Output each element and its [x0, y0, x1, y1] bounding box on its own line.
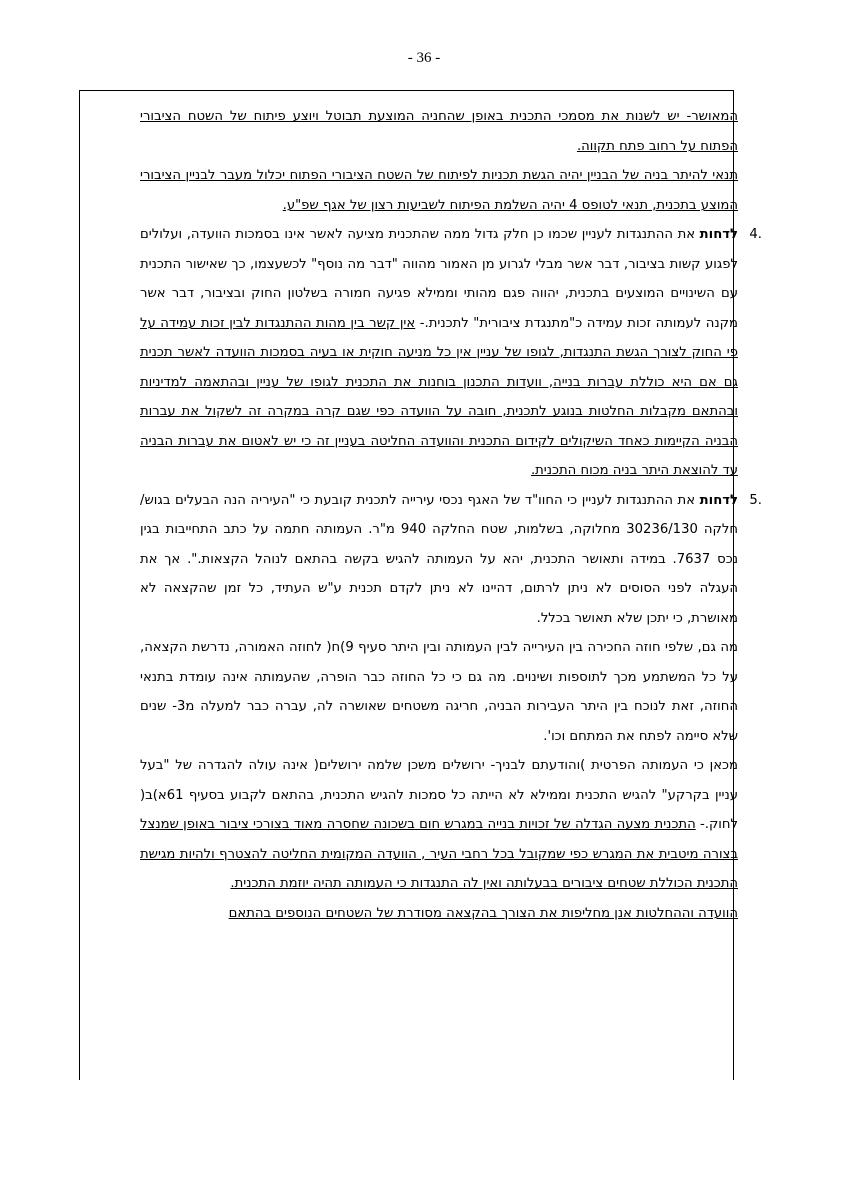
item-label: לדחות: [699, 227, 738, 242]
list-item-5: [140, 486, 762, 634]
paragraph-text: מכאן כי העמותה הפרטית )והודעתם לבניך- ירושלים משכן שלמה ירושלים( אינה עולה להגדרה של "בעל עניין בקרקע" להגיש התכנית וממילא לא הייתה כל סמכות להגיש התכנית, בהתאם לקבוע בסעיף 61א)ב( לחוק.-: [140, 758, 738, 832]
item-number: 4.: [749, 227, 762, 242]
item-label: לדחות: [699, 492, 738, 508]
paragraph-permit-condition: תנאי להיתר בניה של הבניין יהיה הגשת תכניות לפיתוח של השטח הציבורי הפתוח יכלול מעבר לבניין הציבורי המוצע בתכנית, תנאי לטופס 4 יהיה השלמת הפיתוח לשביעות רצון של אגף שפ"ע.: [140, 168, 738, 213]
paragraph-park-development: המאושר- יש לשנות את מסמכי התכנית באופן שהחניה המוצעת תבוטל ויוצע פיתוח של השטח הציבורי הפתוח על רחוב פתח תקווה.: [140, 109, 738, 154]
paragraph-lease-contract: מה גם, שלפי חוזה החכירה בין העירייה לבין העמותה ובין היתר סעיף 9)ח( לחוזה האמורה, נדרשת הקצאה, על כל המשתמע מכך לתוספות ושינוים. מה גם כי כל החוזה כבר הופרה, שהעמותה אינה עומדת בתנאי החוזה, זאת לנוכח בין היתר העבירות הבניה, חריגה משטחים שאושרה לה, עברה כבר למעלה מ3- שנים שלא סיימה לפתח את המתחם וכו'.: [140, 640, 738, 744]
page-number: - 36 -: [407, 50, 441, 66]
paragraph-underlined-text: התכנית מצעה הגדלה של זכויות בנייה במגרש חום בשכונה שחסרה מאוד בצורכי ציבור באופן שמנצל בצורה מיטבית את המגרש כפי שמקובל בכל רחבי העיר , הוועדה המקומית החליטה להצטרף ולהיות מגישת התכנית הכוללת שטחים ציבורים בבעלותה ואין לה התנגדות כי העמותה תהיה יוזמת התכנית.: [140, 817, 738, 891]
list-item-4: [140, 220, 762, 486]
document-body: [140, 102, 762, 928]
item-number: 5.: [749, 492, 762, 508]
item-underlined-text: אין קשר בין מהות ההתנגדות לבין זכות עמידה על פי החוק לצורך הגשת התנגדות, לגופו של עניין אין כל מניעה חוקית או בעיה בסמכות הוועדה לאשר תכנית גם אם היא כוללת עברות בנייה, וועדות התכנון בוחנות את התכנית לגופו של עניין ובהתאמה למדיניות ובהתאם מקבלות החלטות בנוגע לתכנית, חובה על הוועדה כפי שגם קרה במקרה זה לשקול את עברות הבניה הקיימות כאחד השיקולים לקידום התכנית והוועדה החליטה בעניין זה כי יש לאטום את עברות הבניה עד להוצאת היתר בניה מכוח התכנית.: [140, 315, 738, 478]
paragraph-allocation: הוועדה וההחלטות אנן מחליפות את הצורך בהקצאה מסודרת של השטחים הנוספים בהתאם: [228, 905, 738, 921]
item-text: את ההתנגדות לעניין שכמו כן חלק גדול ממה שהתכנית מציעה לאשר אינו בסמכות הוועדה, ועלולים לפגוע קשות בציבור, דבר אשר מבלי לגרוע מן האמור מהווה "דבר מה נוסף" לכשעצמו, כך שאישור התכנית עם השינויים המוצעים בתכנית, יהווה פגם מהותי וממילא פגיעה חמורה בשלטון החוק ובציבור, דבר אשר מקנה לעמותה זכות עמידה כ"מתנגדת ציבורית" לתכנית.-: [140, 227, 738, 331]
item-text: את ההתנגדות לעניין כי החוו"ד של האגף נכסי עירייה לתכנית קובעת כי "העיריה הנה הבעלים בגוש/ חלקה 30236/130 מחלוקה, בשלמות, שטח החלקה 940 מ"ר. העמותה חתמה על כתב התחייבות בגין נכס 7637. במידה ותאושר התכנית, יהא על העמותה להגיש בקשה בהתאם לנוהל הקצאות.". אך את העגלה לפני הסוסים לא ניתן לרתום, דהיינו לא ניתן לקדם תכנית ע"ש העתיד, כל זמן שהקצאה לא מאושרת, כי יתכן שלא תאושר בכלל.: [140, 492, 738, 626]
paragraph-interested-party: [140, 751, 738, 899]
